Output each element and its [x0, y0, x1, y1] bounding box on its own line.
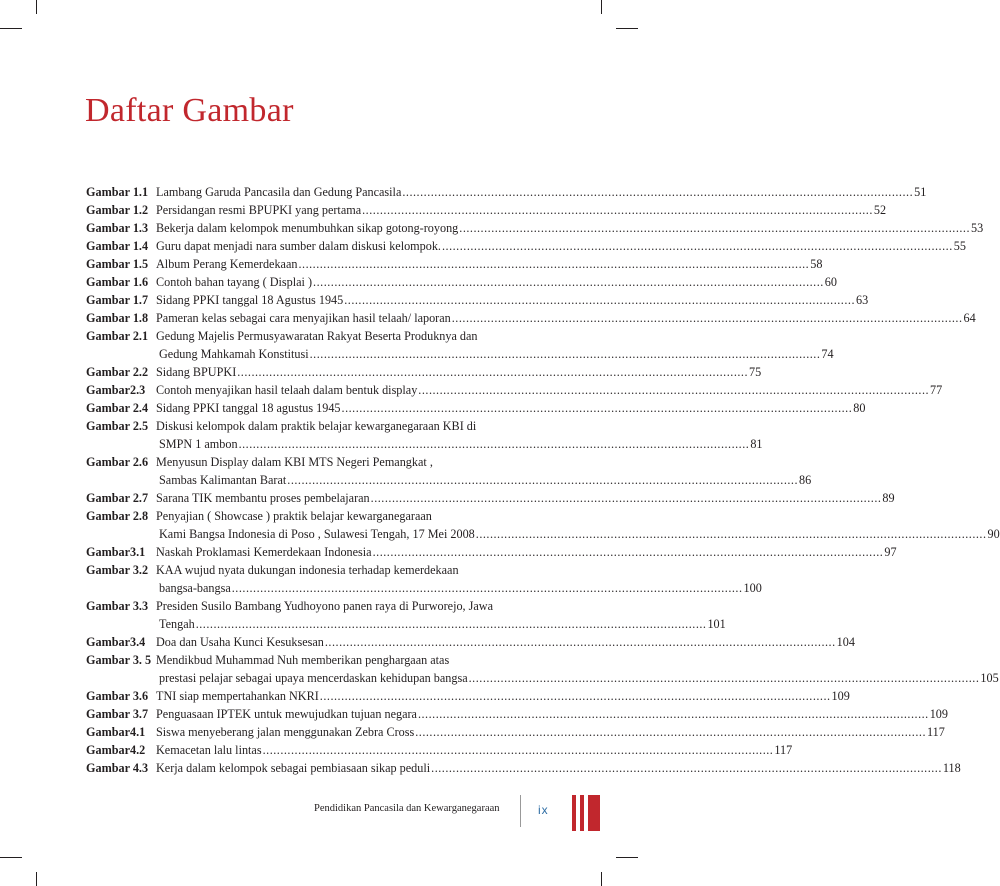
figure-caption: bangsa-bangsa: [159, 581, 231, 595]
figure-caption: Kami Bangsa Indonesia di Poso , Sulawesi Tengah, 17 Mei 2008: [159, 527, 475, 541]
figure-label: Gambar 1.7: [86, 293, 149, 307]
figure-page-number: 77: [930, 383, 943, 397]
entry-first-line: [86, 651, 546, 669]
leader-dots: [196, 615, 707, 633]
figure-page-number: 109: [831, 689, 850, 703]
entry-first-line: [86, 543, 897, 561]
figure-caption: Mendikbud Muhammad Nuh memberikan penghargaan atas: [156, 653, 450, 667]
figure-page-number: 64: [963, 311, 976, 325]
footer-divider: [520, 795, 521, 827]
entry-first-line: [86, 273, 837, 291]
figure-page-number: 63: [855, 293, 869, 307]
figure-page-number: 55: [953, 239, 966, 253]
figure-page-number: 60: [824, 275, 837, 289]
entry-first-line: [86, 255, 823, 273]
figure-caption: Persidangan resmi BPUPKI yang pertama: [156, 203, 362, 217]
figure-caption: Sambas Kalimantan Barat: [159, 473, 287, 487]
figure-entry[interactable]: [86, 183, 927, 201]
figure-label: Gambar 2.1: [86, 329, 149, 343]
figure-page-number: 53: [971, 221, 984, 235]
figure-caption: Kemacetan lalu lintas: [156, 743, 262, 757]
figure-caption: Tengah: [159, 617, 195, 631]
footer-book-title: Pendidikan Pancasila dan Kewarganegaraan: [314, 803, 500, 814]
figure-label: Gambar 3.2: [86, 563, 149, 577]
figure-caption: Menyusun Display dalam KBI MTS Negeri Pemangkat ,: [156, 455, 433, 469]
figure-page-number: 81: [750, 437, 763, 451]
figure-entry[interactable]: [86, 561, 762, 597]
figure-entry[interactable]: [86, 381, 943, 399]
leader-dots: [418, 705, 929, 723]
leader-dots: [373, 543, 884, 561]
entry-continuation-line: [86, 669, 999, 687]
figure-page-number: 105: [980, 671, 999, 685]
figure-page-number: 97: [884, 545, 897, 559]
figure-page-number: 118: [942, 761, 961, 775]
leader-dots: [263, 741, 774, 759]
figure-caption: Pameran kelas sebagai cara menyajikan hasil telaah/ laporan: [156, 311, 451, 325]
entry-first-line: [86, 309, 976, 327]
page-title: Daftar Gambar: [85, 92, 294, 129]
leader-dots: [476, 525, 987, 543]
figure-caption: Sarana TIK membantu proses pembelajaran: [156, 491, 370, 505]
entry-first-line: [86, 741, 793, 759]
leader-dots: [313, 273, 824, 291]
leader-dots: [371, 489, 882, 507]
leader-dots: [320, 687, 831, 705]
entry-first-line: [86, 489, 895, 507]
entry-first-line: [86, 561, 546, 579]
leader-dots: [469, 669, 980, 687]
figure-page-number: 58: [810, 257, 823, 271]
crop-mark: [601, 0, 602, 14]
entry-first-line: [86, 417, 546, 435]
figure-entry[interactable]: [86, 291, 869, 309]
figure-entry[interactable]: [86, 453, 812, 489]
figure-label: Gambar4.1: [86, 725, 146, 739]
figure-caption: Diskusi kelompok dalam praktik belajar kewarganegaraan KBI di: [156, 419, 477, 433]
figure-caption: Presiden Susilo Bambang Yudhoyono panen raya di Purworejo, Jawa: [156, 599, 494, 613]
figure-label: Gambar2.3: [86, 383, 146, 397]
figure-caption: Gedung Mahkamah Konstitusi: [159, 347, 309, 361]
figure-page-number: 90: [987, 527, 1000, 541]
figure-label: Gambar3.1: [86, 545, 146, 559]
figure-page-number: 117: [774, 743, 793, 757]
crop-mark: [0, 28, 22, 29]
entry-continuation-line: [86, 579, 762, 597]
figure-page-number: 86: [799, 473, 812, 487]
figure-caption: SMPN 1 ambon: [159, 437, 238, 451]
leader-dots: [232, 579, 743, 597]
figure-label: Gambar 3. 5: [86, 653, 152, 667]
leader-dots: [344, 291, 855, 309]
figure-caption: Naskah Proklamasi Kemerdekaan Indonesia: [156, 545, 372, 559]
entry-continuation-line: [86, 471, 812, 489]
figure-entry[interactable]: [86, 201, 887, 219]
figure-label: Gambar 3.6: [86, 689, 149, 703]
leader-dots: [325, 633, 836, 651]
leader-dots: [298, 255, 809, 273]
figure-caption: TNI siap mempertahankan NKRI: [156, 689, 319, 703]
figure-caption: Penyajian ( Showcase ) praktik belajar kewarganegaraan: [156, 509, 432, 523]
figure-label: Gambar4.2: [86, 743, 146, 757]
figure-label: Gambar3.4: [86, 635, 146, 649]
figure-entry[interactable]: [86, 237, 966, 255]
crop-mark: [0, 857, 22, 858]
figure-entry[interactable]: [86, 327, 834, 363]
entry-first-line: [86, 219, 984, 237]
figure-label: Gambar 1.5: [86, 257, 149, 271]
figure-label: Gambar 1.4: [86, 239, 149, 253]
figure-label: Gambar 2.7: [86, 491, 149, 505]
leader-dots: [237, 363, 748, 381]
figure-caption: Album Perang Kemerdekaan: [156, 257, 298, 271]
crop-mark: [601, 872, 602, 886]
entry-first-line: [86, 381, 943, 399]
crop-mark: [616, 28, 638, 29]
entry-first-line: [86, 705, 948, 723]
figure-page-number: 109: [929, 707, 948, 721]
figure-entry[interactable]: [86, 759, 961, 777]
figure-label: Gambar 2.4: [86, 401, 149, 415]
figure-entry[interactable]: [86, 705, 948, 723]
footer-red-bar: [588, 795, 600, 831]
entry-first-line: [86, 723, 945, 741]
entry-first-line: [86, 597, 546, 615]
leader-dots: [402, 183, 913, 201]
figure-caption: Sidang PPKI tanggal 18 agustus 1945: [156, 401, 341, 415]
footer-red-bar: [572, 795, 576, 831]
figure-page-number: 100: [743, 581, 762, 595]
entry-first-line: [86, 183, 927, 201]
figure-entry[interactable]: [86, 255, 823, 273]
figure-entry[interactable]: [86, 741, 793, 759]
figure-entry[interactable]: [86, 651, 999, 687]
figure-page-number: 89: [882, 491, 895, 505]
figure-caption: Lambang Garuda Pancasila dan Gedung Pancasila: [156, 185, 402, 199]
figure-entry[interactable]: [86, 687, 850, 705]
figure-page-number: 74: [821, 347, 834, 361]
figure-label: Gambar 1.6: [86, 275, 149, 289]
figure-entry[interactable]: [86, 597, 726, 633]
figure-page-number: 80: [853, 401, 866, 415]
figure-page-number: 52: [873, 203, 887, 217]
figure-caption: KAA wujud nyata dukungan indonesia terhadap kemerdekaan: [156, 563, 459, 577]
figure-label: Gambar 3.7: [86, 707, 149, 721]
figure-label: Gambar 2.6: [86, 455, 149, 469]
leader-dots: [459, 219, 970, 237]
figure-page-number: 75: [749, 365, 762, 379]
leader-dots: [415, 723, 926, 741]
figure-entry[interactable]: [86, 399, 866, 417]
figure-caption: Contoh bahan tayang ( Displai ): [156, 275, 313, 289]
entry-continuation-line: [86, 435, 763, 453]
entry-first-line: [86, 453, 546, 471]
figure-label: Gambar 1.1: [86, 185, 149, 199]
crop-mark: [36, 0, 37, 14]
figure-entry[interactable]: [86, 273, 837, 291]
figure-entry[interactable]: [86, 417, 763, 453]
figure-label: Gambar 1.3: [86, 221, 149, 235]
entry-first-line: [86, 687, 850, 705]
figure-label: Gambar 4.3: [86, 761, 149, 775]
leader-dots: [362, 201, 873, 219]
entry-first-line: [86, 507, 546, 525]
figure-entry[interactable]: [86, 543, 897, 561]
figure-caption: Gedung Majelis Permusyawaratan Rakyat Beserta Produknya dan: [156, 329, 478, 343]
entry-first-line: [86, 759, 961, 777]
figure-page-number: 101: [707, 617, 726, 631]
leader-dots: [452, 309, 963, 327]
figure-caption: Guru dapat menjadi nara sumber dalam diskusi kelompok.: [156, 239, 441, 253]
leader-dots: [342, 399, 853, 417]
figure-entry[interactable]: [86, 363, 762, 381]
figure-entry[interactable]: [86, 633, 855, 651]
figure-label: Gambar 1.8: [86, 311, 149, 325]
figure-label: Gambar 2.5: [86, 419, 149, 433]
entry-first-line: [86, 327, 546, 345]
figure-page-number: 104: [836, 635, 855, 649]
crop-mark: [616, 857, 638, 858]
figure-label: Gambar 2.2: [86, 365, 149, 379]
figure-list: [86, 183, 1000, 777]
entry-continuation-line: [86, 525, 1000, 543]
figure-caption: Penguasaan IPTEK untuk mewujudkan tujuan negara: [156, 707, 417, 721]
entry-first-line: [86, 237, 966, 255]
figure-entry[interactable]: [86, 507, 1000, 543]
figure-entry[interactable]: [86, 219, 984, 237]
figure-page-number: 117: [926, 725, 945, 739]
entry-first-line: [86, 399, 866, 417]
entry-first-line: [86, 633, 855, 651]
figure-label: Gambar 3.3: [86, 599, 149, 613]
figure-entry[interactable]: [86, 309, 976, 327]
leader-dots: [431, 759, 942, 777]
leader-dots: [310, 345, 821, 363]
entry-first-line: [86, 201, 887, 219]
figure-caption: Kerja dalam kelompok sebagai pembiasaan sikap peduli: [156, 761, 431, 775]
figure-label: Gambar 1.2: [86, 203, 149, 217]
figure-caption: Sidang PPKI tanggal 18 Agustus 1945: [156, 293, 344, 307]
figure-entry[interactable]: [86, 489, 895, 507]
entry-continuation-line: [86, 345, 834, 363]
figure-caption: Doa dan Usaha Kunci Kesuksesan: [156, 635, 324, 649]
footer-red-bar: [580, 795, 584, 831]
figure-caption: Siswa menyeberang jalan menggunakan Zebra Cross: [156, 725, 415, 739]
page-number: ix: [538, 803, 549, 817]
figure-caption: Bekerja dalam kelompok menumbuhkan sikap gotong-royong: [156, 221, 459, 235]
entry-first-line: [86, 291, 869, 309]
leader-dots: [239, 435, 750, 453]
figure-caption: Sidang BPUPKI: [156, 365, 237, 379]
figure-caption: prestasi pelajar sebagai upaya mencerdaskan kehidupan bangsa: [159, 671, 468, 685]
figure-page-number: 51: [914, 185, 927, 199]
entry-continuation-line: [86, 615, 726, 633]
leader-dots: [418, 381, 929, 399]
figure-caption: Contoh menyajikan hasil telaah dalam bentuk display: [156, 383, 418, 397]
leader-dots: [442, 237, 953, 255]
leader-dots: [287, 471, 798, 489]
crop-mark: [36, 872, 37, 886]
entry-first-line: [86, 363, 762, 381]
figure-label: Gambar 2.8: [86, 509, 149, 523]
figure-entry[interactable]: [86, 723, 945, 741]
